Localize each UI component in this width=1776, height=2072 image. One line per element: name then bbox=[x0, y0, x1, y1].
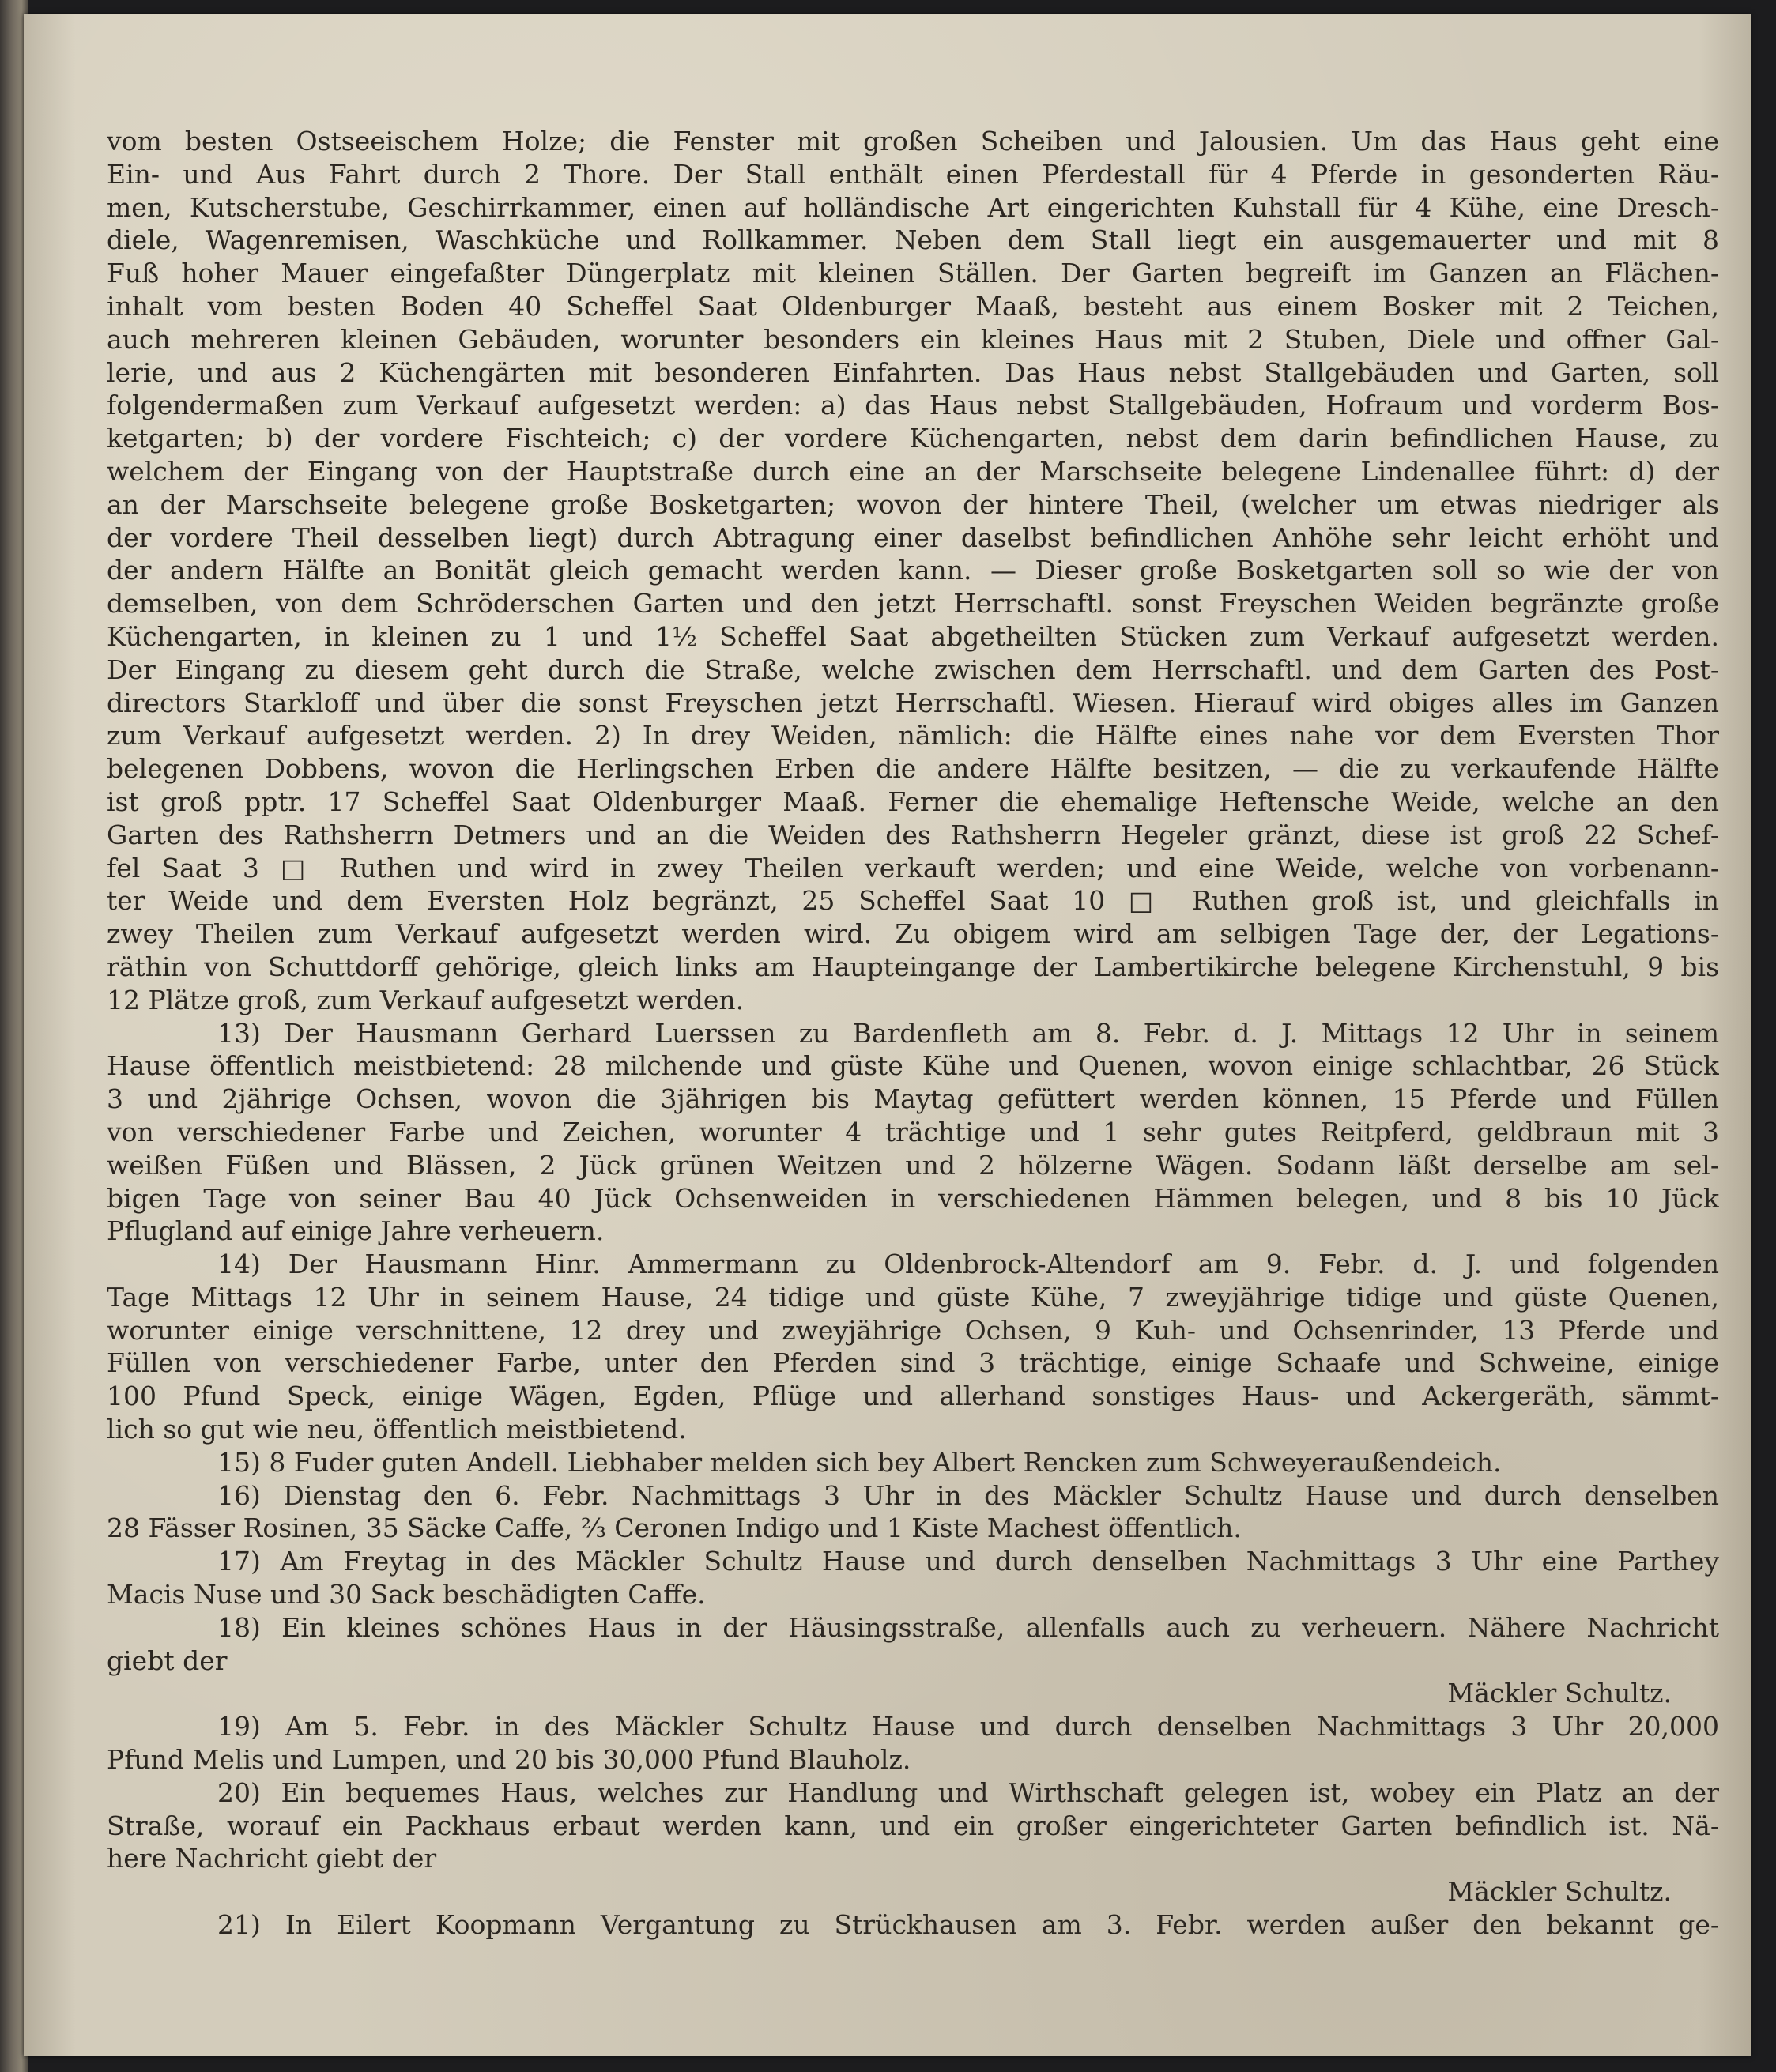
text-line: Mäckler Schultz. bbox=[1447, 1678, 1672, 1709]
text-line: 20) Ein bequemes Haus, welches zur Handlung und Wirthschaft gelegen ist, wobey ein Platz an der bbox=[217, 1776, 1719, 1808]
text-line: ist groß pptr. 17 Scheffel Saat Oldenburger Maaß. Ferner die ehemalige Heftensche Weide, welche an den bbox=[107, 785, 1719, 817]
text-line: Garten des Rathsherrn Detmers und an die Weiden des Rathsherrn Hegeler gränzt, diese ist groß 22 Schef- bbox=[107, 819, 1719, 850]
text-line: Macis Nuse und 30 Sack beschädigten Caffe. bbox=[107, 1579, 706, 1611]
text-line: 19) Am 5. Febr. in des Mäckler Schultz Hause und durch denselben Nachmittags 3 Uhr 20,000 bbox=[217, 1711, 1719, 1742]
text-line: Mäckler Schultz. bbox=[1447, 1876, 1672, 1908]
text-line: 18) Ein kleines schönes Haus in der Häusingsstraße, allenfalls auch zu verheuern. Nähere Nachricht bbox=[217, 1611, 1719, 1643]
text-line: demselben, von dem Schröderschen Garten und den jetzt Herrschaftl. sonst Freyschen Weiden begränzte große bbox=[107, 588, 1719, 620]
text-line: Füllen von verschiedener Farbe, unter den Pferden sind 3 trächtige, einige Schaafe und Schweine, einige bbox=[107, 1347, 1719, 1379]
text-line: directors Starkloff und über die sonst Freyschen jetzt Herrschaftl. Wiesen. Hierauf wird obiges alles im Ganzen bbox=[107, 687, 1719, 718]
text-line: 3 und 2jährige Ochsen, wovon die 3jährigen bis Maytag gefüttert werden können, 15 Pferde und Füllen bbox=[107, 1083, 1719, 1115]
text-line: Pfund Melis und Lumpen, und 20 bis 30,000 Pfund Blauholz. bbox=[107, 1744, 911, 1776]
text-line: 15) 8 Fuder guten Andell. Liebhaber melden sich bey Albert Rencken zum Schweyeraußendeich. bbox=[217, 1446, 1502, 1478]
text-line: bigen Tage von seiner Bau 40 Jück Ochsenweiden in verschiedenen Hämmen belegen, und 8 bis 10 Jück bbox=[107, 1182, 1719, 1214]
text-line: Ein- und Aus Fahrt durch 2 Thore. Der Stall enthält einen Pferdestall für 4 Pferde in gesonderten Räu- bbox=[107, 158, 1719, 190]
text-line: Fuß hoher Mauer eingefaßter Düngerplatz mit kleinen Ställen. Der Garten begreift im Ganzen an Flächen- bbox=[107, 258, 1719, 289]
text-line: Straße, worauf ein Packhaus erbaut werden kann, und ein großer eingerichteter Garten befindlich ist. Nä- bbox=[107, 1810, 1719, 1841]
text-line: 13) Der Hausmann Gerhard Luerssen zu Bardenfleth am 8. Febr. d. J. Mittags 12 Uhr in seinem bbox=[217, 1017, 1719, 1049]
document-page bbox=[24, 14, 1751, 2056]
text-line: weißen Füßen und Blässen, 2 Jück grünen Weitzen und 2 hölzerne Wägen. Sodann läßt derselbe am sel- bbox=[107, 1149, 1719, 1181]
text-line: worunter einige verschnittene, 12 drey und zweyjährige Ochsen, 9 Kuh- und Ochsenrinder, 13 Pferde und bbox=[107, 1314, 1719, 1346]
text-line: Pflugland auf einige Jahre verheuern. bbox=[107, 1215, 605, 1247]
text-line: Küchengarten, in kleinen zu 1 und 1½ Scheffel Saat abgetheilten Stücken zum Verkauf aufgesetzt werden. bbox=[107, 620, 1719, 652]
text-line: 14) Der Hausmann Hinr. Ammermann zu Oldenbrock-Altendorf am 9. Febr. d. J. und folgenden bbox=[217, 1249, 1719, 1280]
text-line: ter Weide und dem Eversten Holz begränzt, 25 Scheffel Saat 10 □ Ruthen groß ist, und gleichfalls in bbox=[107, 885, 1719, 917]
text-line: von verschiedener Farbe und Zeichen, worunter 4 trächtige und 1 sehr gutes Reitpferd, geldbraun mit 3 bbox=[107, 1116, 1719, 1147]
text-line: 28 Fässer Rosinen, 35 Säcke Caffe, ⅔ Ceronen Indigo und 1 Kiste Machest öffentlich. bbox=[107, 1513, 1242, 1544]
page-text-block bbox=[107, 125, 1719, 1942]
text-line: vom besten Ostseeischem Holze; die Fenster mit großen Scheiben und Jalousien. Um das Haus geht eine bbox=[107, 126, 1719, 156]
text-line: fel Saat 3 □ Ruthen und wird in zwey Theilen verkauft werden; und eine Weide, welche von vorbenann- bbox=[107, 852, 1719, 883]
text-line: giebt der bbox=[107, 1644, 228, 1676]
text-line: Hause öffentlich meistbietend: 28 milchende und güste Kühe und Quenen, wovon einige schlachtbar, 26 Stück bbox=[107, 1050, 1719, 1082]
text-line: an der Marschseite belegene große Bosketgarten; wovon der hintere Theil, (welcher um etwas niedriger als bbox=[107, 488, 1719, 520]
text-line: here Nachricht giebt der bbox=[107, 1843, 437, 1874]
text-line: der vordere Theil desselben liegt) durch Abtragung einer daselbst befindlichen Anhöhe sehr leicht erhöht und bbox=[107, 522, 1719, 553]
text-line: ketgarten; b) der vordere Fischteich; c) der vordere Küchengarten, nebst dem darin befindlichen Hause, zu bbox=[107, 423, 1719, 454]
text-line: auch mehreren kleinen Gebäuden, worunter besonders ein kleines Haus mit 2 Stuben, Diele und offner Gal- bbox=[107, 323, 1719, 355]
text-line: zum Verkauf aufgesetzt werden. 2) In drey Weiden, nämlich: die Hälfte eines nahe vor dem Eversten Thor bbox=[107, 720, 1719, 752]
text-line: 100 Pfund Speck, einige Wägen, Egden, Pflüge und allerhand sonstiges Haus- und Ackergeräth, sämmt- bbox=[107, 1381, 1719, 1412]
text-line: Tage Mittags 12 Uhr in seinem Hause, 24 tidige und güste Kühe, 7 zweyjährige tidige und güste Quenen, bbox=[107, 1281, 1719, 1313]
text-line: welchem der Eingang von der Hauptstraße durch eine an der Marschseite belegene Lindenallee führt: d) der bbox=[107, 455, 1719, 487]
text-line: lich so gut wie neu, öffentlich meistbietend. bbox=[107, 1414, 687, 1445]
text-line: inhalt vom besten Boden 40 Scheffel Saat Oldenburger Maaß, besteht aus einem Bosker mit 2 Teichen, bbox=[107, 290, 1719, 322]
text-line: 21) In Eilert Koopmann Vergantung zu Strückhausen am 3. Febr. werden außer den bekannt ge- bbox=[217, 1909, 1719, 1941]
text-line: 12 Plätze groß, zum Verkauf aufgesetzt werden. bbox=[107, 984, 745, 1015]
text-line: räthin von Schuttdorff gehörige, gleich links am Haupteingange der Lambertikirche belegene Kirchenstuhl, 9 bis bbox=[107, 951, 1719, 982]
text-line: Der Eingang zu diesem geht durch die Straße, welche zwischen dem Herrschaftl. und dem Garten des Post- bbox=[107, 654, 1719, 685]
text-line: lerie, und aus 2 Küchengärten mit besonderen Einfahrten. Das Haus nebst Stallgebäuden und Garten, soll bbox=[107, 356, 1719, 388]
text-line: belegenen Dobbens, wovon die Herlingschen Erben die andere Hälfte besitzen, — die zu verkaufende Hälfte bbox=[107, 753, 1719, 785]
text-line: zwey Theilen zum Verkauf aufgesetzt werden wird. Zu obigem wird am selbigen Tage der, der Legations- bbox=[107, 918, 1719, 950]
text-line: der andern Hälfte an Bonität gleich gemacht werden kann. — Dieser große Bosketgarten soll so wie der von bbox=[107, 555, 1719, 586]
text-line: folgendermaßen zum Verkauf aufgesetzt werden: a) das Haus nebst Stallgebäuden, Hofraum und vorderm Bos- bbox=[107, 390, 1719, 421]
text-line: 16) Dienstag den 6. Febr. Nachmittags 3 Uhr in des Mäckler Schultz Hause und durch denselben bbox=[217, 1479, 1719, 1511]
text-line: diele, Wagenremisen, Waschküche und Rollkammer. Neben dem Stall liegt ein ausgemauerter und mit 8 bbox=[107, 224, 1719, 256]
text-line: 17) Am Freytag in des Mäckler Schultz Hause und durch denselben Nachmittags 3 Uhr eine Parthey bbox=[217, 1546, 1719, 1577]
text-line: men, Kutscherstube, Geschirrkammer, einen auf holländische Art eingerichten Kuhstall für 4 Kühe, eine Dresch- bbox=[107, 191, 1719, 223]
